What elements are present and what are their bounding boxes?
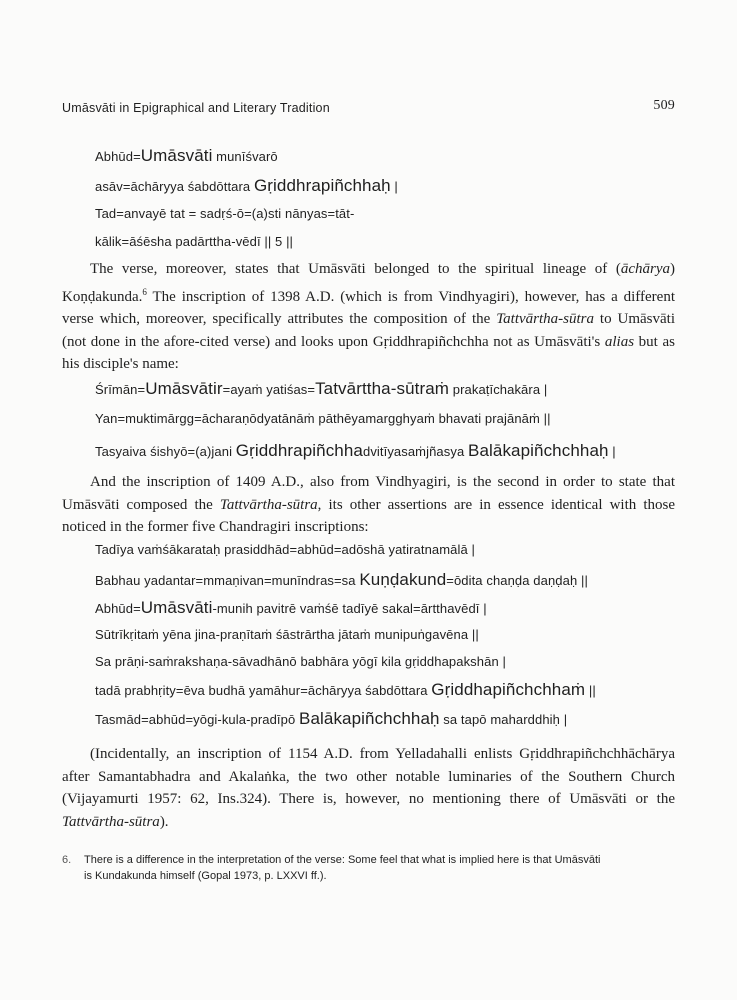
running-title: Umāsvāti in Epigraphical and Literary Tradition: [62, 101, 330, 115]
italic-term: Tattvārtha-sūtra: [219, 496, 318, 513]
verse-text: munīśvarō: [212, 149, 278, 164]
verse3-line7: [95, 709, 567, 729]
verse-text: Babhau yadantar=mmaṇivan=munīndras=sa: [95, 573, 360, 588]
footnote-line2: is Kundakunda himself (Gopal 1973, p. LXXVI ff.).: [84, 870, 327, 882]
verse-text: asāv=āchāryya śabdōttara: [95, 179, 254, 194]
verse-text: |: [390, 179, 398, 194]
verse2-line3: [95, 441, 616, 461]
verse1-line2: [95, 176, 398, 196]
verse1-line3: Tad=anvayē tat = sadṛś-ō=(a)sti nānyas=tāt-: [95, 206, 355, 221]
paragraph-1: [62, 258, 675, 376]
footnote-ref: 6: [142, 286, 147, 297]
para-text: , its other assertions are in essence identical with those noticed in the former five Chandragiri inscriptions:: [62, 496, 675, 535]
verse-name: Balākapiñchchhaḥ: [468, 441, 609, 460]
para-text: (Incidentally, an inscription of 1154 A.D. from Yelladahalli enlists Gṛiddhrapiñchchhāchārya after Samantabhadra and Akalaṅka, the two other notable luminaries of the Southern Church (Vijayamurti 1957: 62, Ins.324). There is, however, no mentioning there of Umāsvāti or the: [62, 746, 675, 807]
paragraph-3: [62, 743, 675, 833]
verse2-line2: Yan=muktimārgg=ācharaṇōdyatānāṁ pāthēyamargghyaṁ bhavati prajānāṁ ||: [95, 411, 551, 426]
para-text: ).: [159, 813, 169, 830]
verse-text: Tasmād=abhūd=yōgi-kula-pradīpō: [95, 712, 300, 727]
verse-name: Gṛiddhrapiñchha: [235, 441, 363, 460]
verse2-line1: [95, 379, 547, 399]
verse-text: dvitīyasaṁjñasya: [362, 444, 469, 459]
verse3-line1: Tadīya vaṁśākarataḥ prasiddhād=abhūd=adōshā yatiratnamālā |: [95, 542, 476, 557]
verse-text: |: [608, 444, 616, 459]
verse-name: Umāsvāti: [140, 598, 213, 617]
running-header: [62, 98, 675, 115]
verse-text: -munih pavitrē vaṁśē tadīyē sakal=ārtthavēdī |: [212, 601, 487, 616]
verse-text: Abhūd=: [95, 601, 141, 616]
footnote: [62, 852, 675, 884]
verse-name: Kuṇḍakund: [359, 570, 447, 589]
footnote-number: 6.: [62, 854, 72, 866]
verse3-line5: Sa prāṇi-saṁrakshaṇa-sāvadhānō babhāra yōgī kila gṛiddhapakshān |: [95, 654, 506, 669]
verse3-line6: [95, 680, 596, 700]
footnote-line1: There is a difference in the interpretation of the verse: Some feel that what is implied here is that Umāsvāti: [84, 854, 601, 866]
paragraph-2: [62, 471, 675, 539]
verse-name: Gṛiddhrapiñchhaḥ: [253, 176, 391, 195]
verse3-line3: [95, 598, 487, 618]
para-text: ) Koṇḍakunda.: [62, 261, 675, 305]
verse1-line1: [95, 146, 278, 166]
para-text: but as his disciple's name:: [62, 333, 675, 372]
verse-name: Balākapiñchchhaḥ: [299, 709, 440, 728]
italic-term: Tattvārtha-sūtra: [62, 813, 160, 830]
verse-name: Tatvārttha-sūtraṁ: [315, 379, 450, 398]
verse-name: Umāsvāti: [140, 146, 213, 165]
verse-text: ||: [585, 683, 596, 698]
verse3-line4: Sūtrīkṛitaṁ yēna jina-praṇītaṁ śāstrārtha jātaṁ munipuṅgavēna ||: [95, 627, 479, 642]
verse-text: Abhūd=: [95, 149, 141, 164]
italic-term: Tattvārtha-sūtra: [496, 311, 594, 327]
para-text: And the inscription of 1409 A.D., also from Vindhyagiri, is the second in order to state that Umāsvāti composed the: [62, 474, 675, 513]
verse-text: =ayaṁ yatiśas=: [222, 382, 316, 397]
verse-text: Śrīmān=: [95, 382, 146, 397]
verse3-line2: [95, 570, 588, 590]
verse-text: prakaṭīchakāra |: [449, 382, 548, 397]
page-number: 509: [653, 98, 675, 113]
italic-term: alias: [604, 333, 635, 350]
verse-text: tadā prabhṛity=ēva budhā yamāhur=āchāryya śabdōttara: [95, 683, 432, 698]
verse-text: sa tapō maharddhiḥ |: [439, 712, 568, 727]
para-text: The verse, moreover, states that Umāsvāti belonged to the spiritual lineage of (: [90, 261, 621, 277]
verse-text: Tasyaiva śishyō=(a)jani: [95, 444, 236, 459]
verse-name: Gṛiddhapiñchchhaṁ: [431, 680, 586, 699]
verse-text: =ōdita chaṇḍa daṇḍaḥ ||: [446, 573, 588, 588]
italic-term: āchārya: [620, 261, 670, 277]
verse1-line4: kālik=āśēsha padārttha-vēdī || 5 ||: [95, 234, 294, 249]
verse-name: Umāsvātir: [145, 379, 223, 398]
para-text: to Umāsvāti (not done in the afore-cited verse) and looks upon Gṛiddhrapiñchchha not as Umāsvāti's: [62, 311, 675, 350]
para-text: The inscription of 1398 A.D. (which is from Vindhyagiri), however, has a different verse which, moreover, specifically attributes the composition of the: [62, 288, 675, 327]
